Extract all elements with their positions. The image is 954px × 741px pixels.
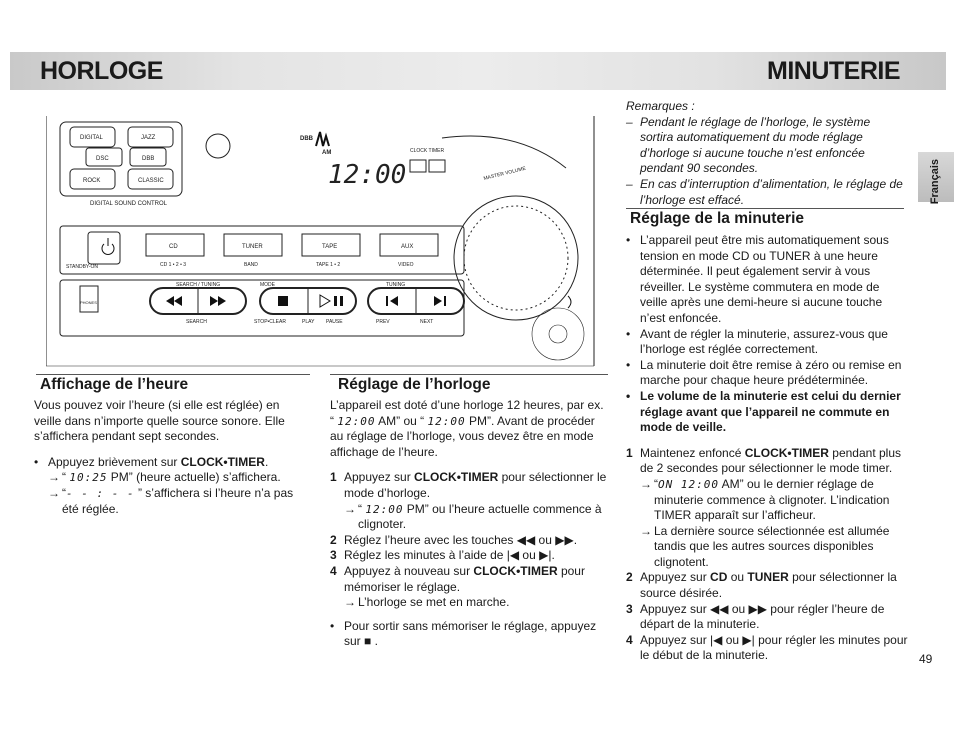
search-label: SEARCH (186, 319, 207, 325)
pause-label: PAUSE (326, 319, 343, 325)
step1-key: CLOCK•TIMER (414, 470, 499, 485)
step3-text: Réglez les minutes à l’aide de |◀ ou ▶|. (344, 548, 555, 563)
rock-button-label: ROCK (83, 178, 101, 184)
clock-timer-key: CLOCK•TIMER (180, 454, 265, 469)
tuning-label: TUNING (386, 282, 406, 288)
remarque-1: – Pendant le réglage de l’horloge, le système sortira automatiquement du mode réglage d’horloge si aucune touche n’est enfoncée pendant 90 secondes. (626, 115, 906, 177)
classic-button-label: CLASSIC (138, 178, 164, 184)
s2-post: pour sélectionner la source désirée. (640, 570, 897, 601)
s1-result-b: La dernière source sélectionnée est allumée tandis que les autres sources disponibles clignotent. (654, 523, 890, 569)
search-tuning-label: SEARCH / TUNING (176, 282, 221, 288)
master-volume-label: MASTER VOLUME (483, 165, 527, 182)
next-icon-bar (444, 296, 446, 306)
dsc-button-label: DSC (96, 156, 109, 162)
device-panel-illustration (46, 108, 606, 370)
headphone-icon (568, 296, 571, 308)
horloge-heading: Réglage de l’horloge (338, 376, 491, 393)
aux-button-label: AUX (401, 244, 414, 250)
step1-pre: Appuyez sur (344, 470, 415, 485)
step4-key: CLOCK•TIMER (473, 563, 558, 578)
s1-key: CLOCK•TIMER (744, 445, 829, 460)
affichage-body: Vous pouvez voir l’heure (si elle est réglée) en veille dans n’importe quelle source sonore. Elle s’affichera pendant sept secondes. (34, 398, 285, 444)
s2-pre: Appuyez sur (640, 570, 711, 585)
lcd-am: 12:00 (337, 414, 376, 428)
step1-lcd: 12:00 (365, 502, 404, 516)
affichage-heading: Affichage de l’heure (40, 376, 189, 393)
horloge-section (330, 398, 610, 650)
s2-mid: ou (727, 570, 748, 585)
minuterie-bullet-2: • Avant de régler la minuterie, assurez-vous que l’horloge est réglée correctement. (626, 327, 908, 358)
intro-mid: AM” ou “ (375, 413, 428, 428)
dsc-caption: DIGITAL SOUND CONTROL (90, 201, 168, 207)
cd-sub-label: CD 1 • 2 • 3 (160, 262, 187, 268)
horloge-intro-b: “ 12:00 AM” ou “ 12:00 PM”. Avant de procéder au réglage de l’horloge, vous devez être en mode affichage de l’heure. (330, 413, 595, 459)
tape-sub-label: TAPE 1 • 2 (316, 262, 341, 268)
minuterie-bullet-1: • L’appareil peut être mis automatiquement sous tension en mode CD ou TUNER à une heure déterminée. Il peut également servir à vous réveiller. Le système commutera en mode de veille après une demi-heure si aucune touche n’est enfoncée. (626, 233, 908, 327)
horloge-step-1-result: → “ 12:00 PM” ou l’heure actuelle commence à clignoter. (344, 501, 602, 532)
minuterie-heading: Réglage de la minuterie (630, 210, 804, 227)
clock-display: 12:00 (328, 160, 407, 190)
clock-timer-indicator: CLOCK TIMER (410, 148, 445, 154)
affichage-bullet: • Appuyez brièvement sur CLOCK•TIMER. (34, 455, 310, 471)
tape-button-label: TAPE (322, 244, 338, 250)
timer-title: MINUTERIE (767, 57, 900, 85)
horloge-step-3: 3 Réglez les minutes à l’aide de |◀ ou ▶|. (330, 548, 555, 563)
stop-icon (278, 296, 288, 306)
result-text-2: ” s’affichera si l’heure n’a pas été réglée. (62, 485, 294, 516)
step2-text: Réglez l’heure avec les touches ◀◀ ou ▶▶. (344, 532, 578, 547)
minuterie-bullet-3: • La minuterie doit être remise à zéro ou remise en marche pour chaque heure prédéterminée. (626, 358, 908, 389)
lcd-time: 10:25 (69, 471, 108, 485)
horloge-bullet: • Pour sortir sans mémoriser le réglage, appuyez sur ■ . (330, 619, 610, 650)
band-sub-label: BAND (244, 262, 258, 268)
previous-icon (386, 296, 388, 306)
lcd-dashes: - - : - - (66, 486, 135, 500)
clock-title: HORLOGE (40, 57, 163, 85)
language-tab (918, 152, 954, 205)
minuterie-step-1-result-b: → La dernière source sélectionnée est allumée tandis que les autres sources disponibles clignotent. (640, 523, 890, 569)
next-icon (434, 296, 442, 306)
phones-label: PHONES (80, 300, 97, 305)
remarques-title: Remarques : (626, 99, 695, 113)
digital-button-label: DIGITAL (80, 135, 103, 141)
horloge-rule (330, 374, 608, 375)
s1-pre: Maintenez enfoncé (640, 445, 745, 460)
horloge-step-4: 4 Appuyez à nouveau sur CLOCK•TIMER pour mémoriser le réglage. (330, 563, 585, 594)
jazz-button-label: JAZZ (141, 135, 156, 141)
page-number: 49 (919, 652, 933, 666)
affichage-result-dashes: → “- - : - - ” s’affichera si l’heure n’a pas été réglée. (48, 485, 294, 516)
horloge-intro-a: L’appareil est doté d’une horloge 12 heures, par ex. (330, 398, 604, 412)
minuterie-step-3: 3 Appuyez sur ◀◀ ou ▶▶ pour régler l’heure de départ de la minuterie. (626, 601, 885, 632)
section-banner (10, 52, 946, 90)
result-text: PM” (heure actuelle) s’affichera. (107, 470, 281, 485)
minuterie-step-2: 2 Appuyez sur CD ou TUNER pour sélectionner la source désirée. (626, 570, 897, 601)
pause-icon-bar (340, 296, 343, 306)
step4-pre: Appuyez à nouveau sur (344, 563, 474, 578)
fast-forward-icon (210, 296, 226, 306)
minuterie-rule (626, 208, 904, 209)
s1-post: pendant plus de 2 secondes pour sélectionner le mode timer. (640, 445, 902, 476)
affichage-result-time: → “ 10:25 PM” (heure actuelle) s’affichera. (48, 470, 281, 485)
horloge-step-2: 2 Réglez l’heure avec les touches ◀◀ ou ▶▶. (330, 532, 578, 547)
quote-open-2: “ (62, 485, 66, 500)
bullet-text: Appuyez brièvement sur (48, 454, 181, 469)
quote-open: “ (62, 470, 70, 485)
s3-text: Appuyez sur ◀◀ ou ▶▶ pour régler l’heure de départ de la minuterie. (640, 601, 885, 632)
s1-lcd: ON 12:00 (658, 477, 719, 491)
minuterie-step-1-result-a: → “ON 12:00 AM” ou le dernier réglage de minuterie commence à clignoter. L’indication TIMER apparaît sur l’afficheur. (640, 476, 890, 523)
affichage-section (34, 398, 310, 517)
signal-bars-icon (316, 132, 329, 146)
remarque-2: – En cas d’interruption d’alimentation, le réglage de l’horloge est effacé. (626, 177, 906, 208)
am-indicator: AM (322, 150, 332, 156)
s1-result-a: AM” ou le dernier réglage de minuterie commence à clignoter. L’indication TIMER apparaît sur l’afficheur. (654, 476, 890, 523)
prev-label: PREV (376, 319, 390, 325)
dbb-indicator: DBB (300, 136, 313, 142)
intro-end: PM”. Avant de procéder au réglage de l’horloge, vous devez être en mode affichage de l’heure. (330, 413, 595, 459)
cd-button-label: CD (169, 244, 178, 250)
minuterie-step-1: 1 Maintenez enfoncé CLOCK•TIMER pendant plus de 2 secondes pour sélectionner le mode timer. (626, 445, 902, 476)
step1-post: pour sélectionner le mode d’horloge. (344, 470, 607, 500)
video-sub-label: VIDEO (398, 262, 414, 268)
lcd-pm: 12:00 (427, 414, 466, 428)
play-icon (320, 295, 330, 307)
tuner-button-label: TUNER (242, 244, 263, 250)
play-label: PLAY (302, 319, 315, 325)
horloge-step-4-result: → L’horloge se met en marche. (344, 595, 510, 610)
standby-label: STANDBY-ON (66, 264, 98, 270)
s2-tuner: TUNER (747, 570, 789, 585)
step1-result: PM” ou l’heure actuelle commence à clignoter. (358, 501, 602, 532)
step4-post: pour mémoriser le réglage. (344, 563, 585, 594)
pause-icon (334, 296, 337, 306)
rewind-icon (166, 296, 182, 306)
remarques-section (626, 99, 906, 208)
affichage-rule (36, 374, 310, 375)
stop-clear-label: STOP•CLEAR (254, 319, 286, 325)
s2-cd: CD (710, 570, 728, 585)
next-label: NEXT (420, 319, 434, 325)
minuterie-step-4: 4 Appuyez sur |◀ ou ▶| pour régler les minutes pour le début de la minuterie. (626, 632, 908, 663)
minuterie-section (626, 233, 908, 664)
s4-text: Appuyez sur |◀ ou ▶| pour régler les minutes pour le début de la minuterie. (640, 632, 908, 663)
mode-label: MODE (260, 282, 275, 288)
horloge-step-1: 1 Appuyez sur CLOCK•TIMER pour sélectionner le mode d’horloge. (330, 470, 607, 500)
minuterie-bullet-4: • Le volume de la minuterie est celui du dernier réglage avant que l’appareil ne commute en mode de veille. (626, 389, 908, 436)
previous-icon-arrow (390, 296, 398, 306)
step4-result: L’horloge se met en marche. (358, 595, 510, 610)
language-tab-label: Français (929, 159, 941, 205)
dbb-button-label: DBB (142, 156, 155, 162)
